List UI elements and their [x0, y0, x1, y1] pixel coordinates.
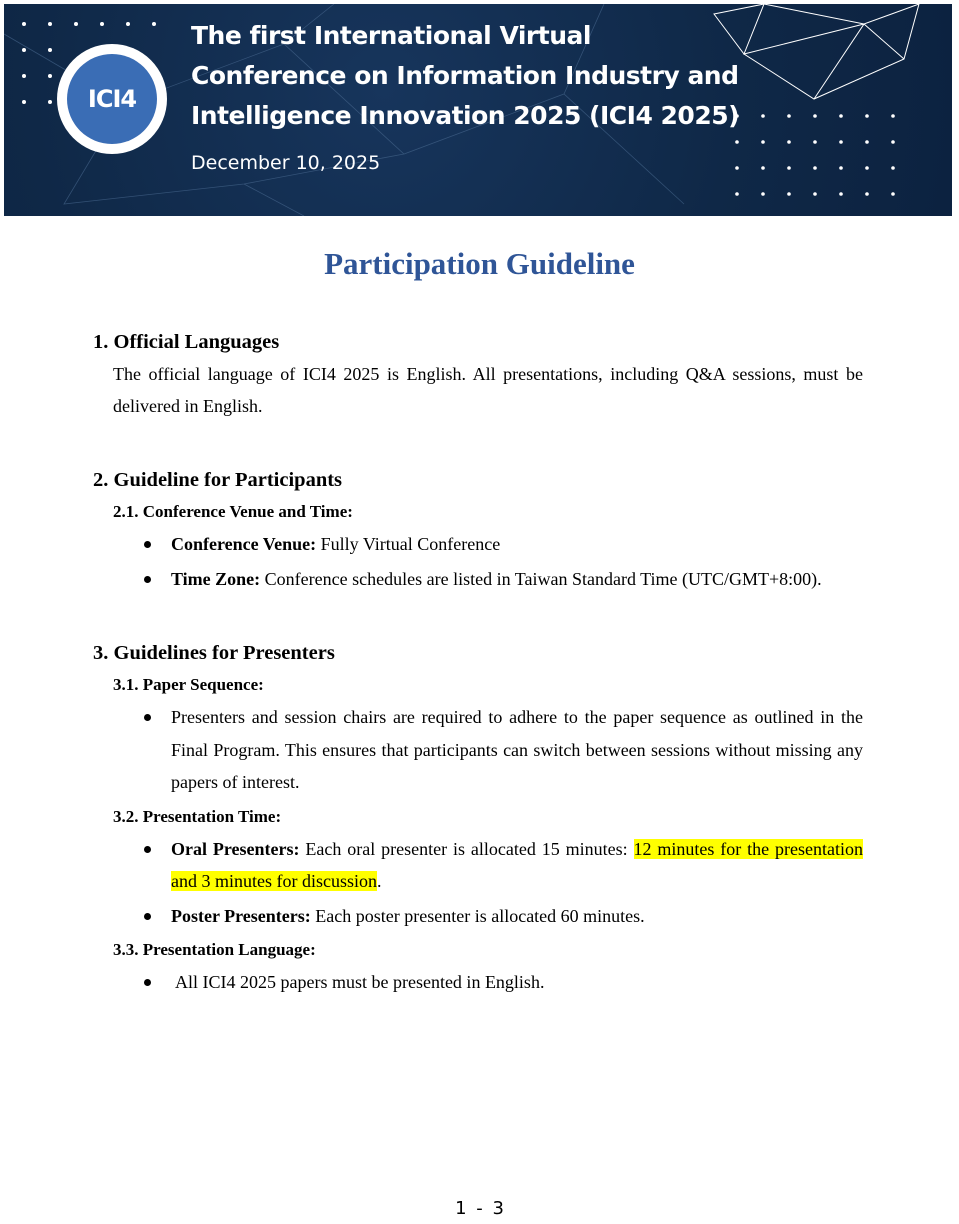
decor-dot — [891, 114, 895, 118]
bullet-list — [93, 701, 863, 799]
subsection-heading: 3.3. Presentation Language: — [113, 940, 316, 959]
list-item: Poster Presenters: Each poster presenter is allocated 60 minutes. — [171, 900, 863, 933]
decor-dot — [813, 114, 817, 118]
decor-dot — [787, 192, 791, 196]
list-item: Presenters and session chairs are required to adhere to the paper sequence as outlined in the Final Program. This ensures that participants can switch between sessions without missing any papers of interest. — [171, 701, 863, 799]
ici4-logo: ICI4 — [57, 44, 167, 154]
decor-dot — [813, 140, 817, 144]
page-title: Participation Guideline — [324, 246, 635, 281]
subsection-heading: 3.1. Paper Sequence: — [113, 675, 264, 694]
decor-dot — [735, 166, 739, 170]
bullet-list — [93, 966, 863, 999]
bullet-list — [93, 528, 863, 595]
decor-dot — [839, 192, 843, 196]
decor-dot — [891, 140, 895, 144]
decor-dot — [761, 140, 765, 144]
decor-dot — [839, 166, 843, 170]
decor-dot — [735, 192, 739, 196]
list-item: Conference Venue: Fully Virtual Conference — [171, 528, 863, 561]
decor-dot — [865, 114, 869, 118]
decor-dot — [865, 140, 869, 144]
subsection-heading: 3.2. Presentation Time: — [113, 806, 282, 826]
decor-dot — [839, 114, 843, 118]
decor-dot — [761, 114, 765, 118]
decor-dot — [787, 114, 791, 118]
decor-dot — [787, 140, 791, 144]
conference-date: December 10, 2025 — [191, 152, 381, 174]
decor-dot — [891, 166, 895, 170]
decor-dot — [787, 166, 791, 170]
decor-dot — [813, 166, 817, 170]
conference-title: The first International Virtual Conference on Information Industry and Intelligence Innovation 2025 (ICI4 2025) — [191, 21, 740, 130]
paragraph: The official language of ICI4 2025 is English. All presentations, including Q&A sessions, must be delivered in English. — [113, 364, 863, 416]
list-item: Oral Presenters: Each oral presenter is allocated 15 minutes: 12 minutes for the presentation and 3 minutes for discussion. — [171, 833, 863, 898]
decor-dot — [761, 192, 765, 196]
decor-dot — [865, 166, 869, 170]
page-number: 1 - 3 — [455, 1198, 504, 1219]
highlighted-text: 12 minutes for the presentation and 3 minutes for discussion — [171, 838, 863, 891]
decor-dot — [839, 140, 843, 144]
decor-dot — [865, 192, 869, 196]
decor-dot — [761, 166, 765, 170]
list-item: All ICI4 2025 papers must be presented in English. — [171, 966, 863, 999]
document-body — [93, 326, 863, 1001]
decor-dot — [891, 192, 895, 196]
decor-dot — [735, 140, 739, 144]
bullet-list — [93, 833, 863, 933]
subsection-heading: 2.1. Conference Venue and Time: — [113, 502, 353, 521]
decor-dot — [813, 192, 817, 196]
section-heading: 3. Guidelines for Presenters — [93, 642, 335, 664]
list-item: Time Zone: Conference schedules are listed in Taiwan Standard Time (UTC/GMT+8:00). — [171, 563, 863, 596]
section-heading: 2. Guideline for Participants — [93, 469, 343, 491]
section-heading: 1. Official Languages — [93, 331, 280, 353]
conference-banner — [4, 4, 952, 216]
